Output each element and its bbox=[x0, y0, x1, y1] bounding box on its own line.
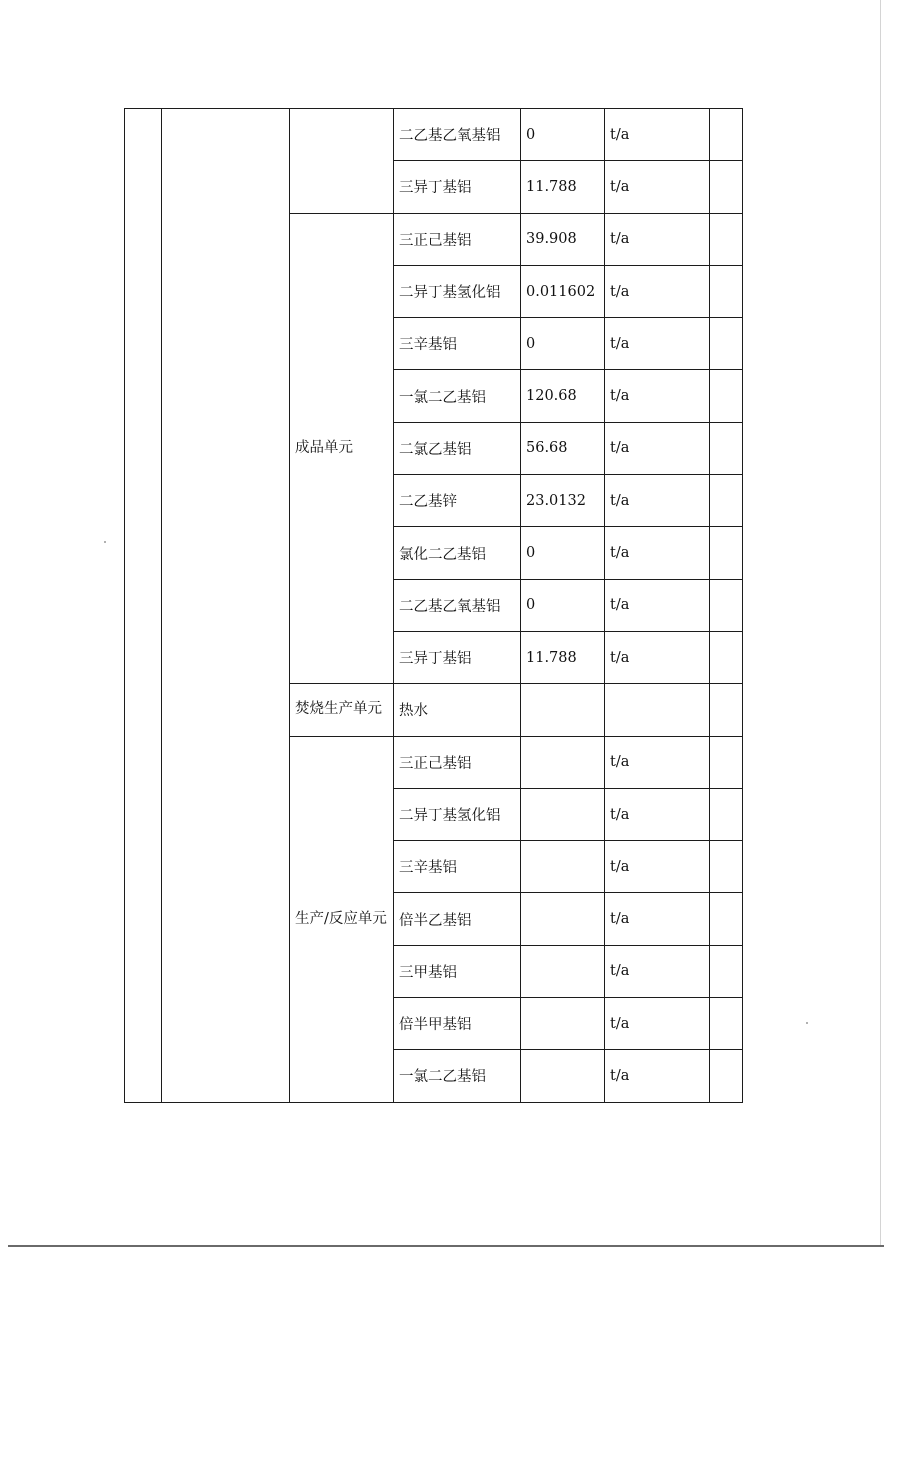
unit-cell: t/a bbox=[605, 631, 710, 683]
quantity-cell bbox=[521, 788, 605, 840]
unit-cell: t/a bbox=[605, 841, 710, 893]
unit-group-label: 焚烧生产单元 bbox=[290, 684, 394, 736]
quantity-cell bbox=[521, 893, 605, 945]
table-row bbox=[125, 109, 743, 161]
quantity-cell: 120.68 bbox=[521, 370, 605, 422]
unit-cell bbox=[605, 684, 710, 736]
remarks-cell bbox=[710, 684, 743, 736]
unit-cell: t/a bbox=[605, 318, 710, 370]
quantity-cell bbox=[521, 736, 605, 788]
unit-cell: t/a bbox=[605, 265, 710, 317]
remarks-cell bbox=[710, 422, 743, 474]
unit-cell: t/a bbox=[605, 998, 710, 1050]
material-name-cell: 倍半甲基铝 bbox=[394, 998, 521, 1050]
material-name-cell: 三甲基铝 bbox=[394, 945, 521, 997]
materials-table bbox=[124, 108, 743, 1103]
page-bottom-edge bbox=[8, 1245, 884, 1247]
quantity-cell: 39.908 bbox=[521, 213, 605, 265]
material-name-cell: 三异丁基铝 bbox=[394, 161, 521, 213]
unit-cell: t/a bbox=[605, 893, 710, 945]
remarks-cell bbox=[710, 318, 743, 370]
unit-cell: t/a bbox=[605, 161, 710, 213]
remarks-cell bbox=[710, 945, 743, 997]
quantity-cell bbox=[521, 841, 605, 893]
quantity-cell: 0.011602 bbox=[521, 265, 605, 317]
material-name-cell: 三异丁基铝 bbox=[394, 631, 521, 683]
category-column-cell bbox=[162, 109, 290, 1103]
quantity-cell: 0 bbox=[521, 579, 605, 631]
scan-speck bbox=[104, 541, 106, 543]
material-name-cell: 一氯二乙基铝 bbox=[394, 1050, 521, 1102]
material-name-cell: 一氯二乙基铝 bbox=[394, 370, 521, 422]
quantity-cell bbox=[521, 684, 605, 736]
material-name-cell: 三正己基铝 bbox=[394, 736, 521, 788]
material-name-cell: 二异丁基氢化铝 bbox=[394, 788, 521, 840]
remarks-cell bbox=[710, 631, 743, 683]
unit-group-label: 成品单元 bbox=[290, 213, 394, 684]
unit-cell: t/a bbox=[605, 579, 710, 631]
material-name-cell: 二氯乙基铝 bbox=[394, 422, 521, 474]
unit-cell: t/a bbox=[605, 736, 710, 788]
quantity-cell bbox=[521, 998, 605, 1050]
material-name-cell: 三辛基铝 bbox=[394, 318, 521, 370]
quantity-cell: 11.788 bbox=[521, 631, 605, 683]
remarks-cell bbox=[710, 161, 743, 213]
index-column-cell bbox=[125, 109, 162, 1103]
quantity-cell: 0 bbox=[521, 109, 605, 161]
remarks-cell bbox=[710, 265, 743, 317]
remarks-cell bbox=[710, 109, 743, 161]
material-name-cell: 三正己基铝 bbox=[394, 213, 521, 265]
remarks-cell bbox=[710, 893, 743, 945]
remarks-cell bbox=[710, 998, 743, 1050]
quantity-cell bbox=[521, 1050, 605, 1102]
remarks-cell bbox=[710, 788, 743, 840]
unit-cell: t/a bbox=[605, 475, 710, 527]
quantity-cell: 0 bbox=[521, 318, 605, 370]
remarks-cell bbox=[710, 370, 743, 422]
unit-cell: t/a bbox=[605, 1050, 710, 1102]
scan-speck bbox=[806, 1022, 808, 1024]
material-name-cell: 三辛基铝 bbox=[394, 841, 521, 893]
material-name-cell: 二乙基乙氧基铝 bbox=[394, 579, 521, 631]
unit-cell: t/a bbox=[605, 422, 710, 474]
remarks-cell bbox=[710, 527, 743, 579]
material-name-cell: 倍半乙基铝 bbox=[394, 893, 521, 945]
remarks-cell bbox=[710, 841, 743, 893]
remarks-cell bbox=[710, 1050, 743, 1102]
unit-cell: t/a bbox=[605, 527, 710, 579]
page-edge bbox=[880, 0, 881, 1245]
unit-group-label: 生产/反应单元 bbox=[290, 736, 394, 1102]
remarks-cell bbox=[710, 475, 743, 527]
remarks-cell bbox=[710, 736, 743, 788]
material-name-cell: 二乙基乙氧基铝 bbox=[394, 109, 521, 161]
unit-cell: t/a bbox=[605, 370, 710, 422]
remarks-cell bbox=[710, 579, 743, 631]
unit-cell: t/a bbox=[605, 109, 710, 161]
unit-group-label bbox=[290, 109, 394, 214]
quantity-cell: 11.788 bbox=[521, 161, 605, 213]
quantity-cell bbox=[521, 945, 605, 997]
quantity-cell: 23.0132 bbox=[521, 475, 605, 527]
table-body bbox=[125, 109, 743, 1103]
unit-cell: t/a bbox=[605, 213, 710, 265]
unit-cell: t/a bbox=[605, 945, 710, 997]
material-name-cell: 氯化二乙基铝 bbox=[394, 527, 521, 579]
material-name-cell: 热水 bbox=[394, 684, 521, 736]
quantity-cell: 56.68 bbox=[521, 422, 605, 474]
material-name-cell: 二异丁基氢化铝 bbox=[394, 265, 521, 317]
material-name-cell: 二乙基锌 bbox=[394, 475, 521, 527]
remarks-cell bbox=[710, 213, 743, 265]
unit-cell: t/a bbox=[605, 788, 710, 840]
quantity-cell: 0 bbox=[521, 527, 605, 579]
